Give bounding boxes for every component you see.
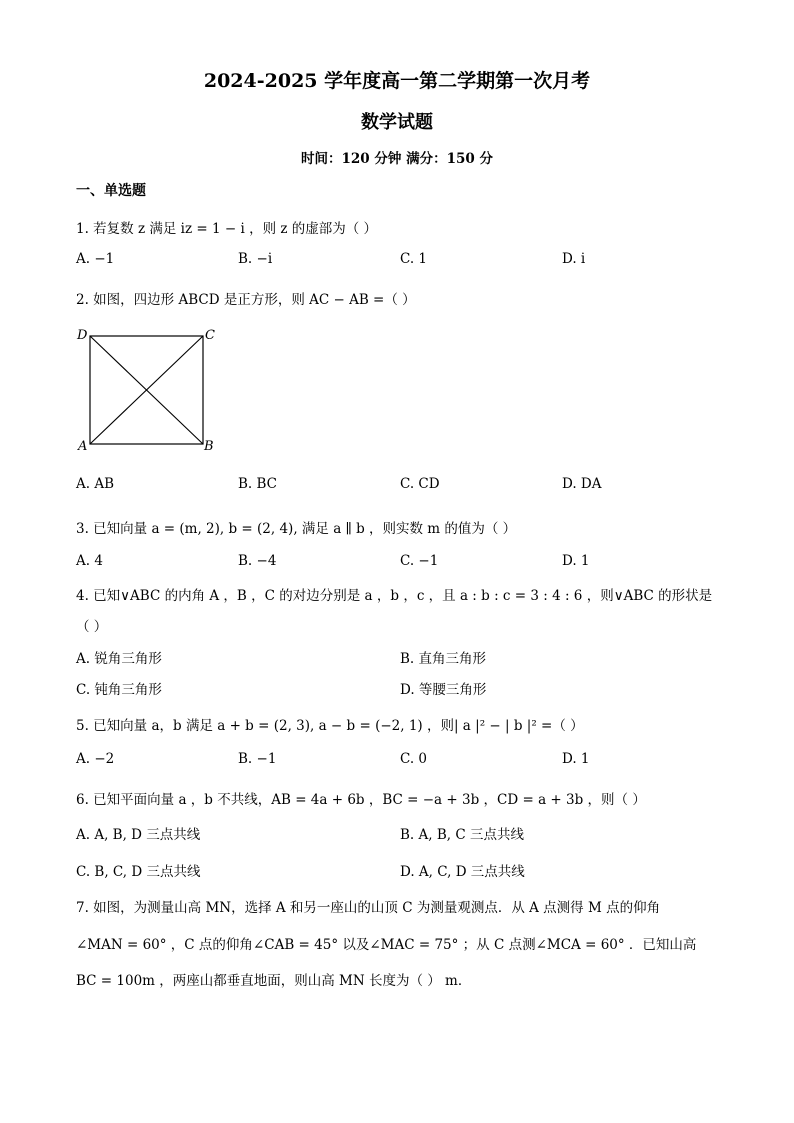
question-5-option-d: D. 1 (562, 751, 590, 767)
exam-subtitle: 数学试题 (361, 112, 433, 133)
question-5-option-c: C. 0 (400, 751, 428, 767)
question-3-option-d: D. 1 (562, 553, 590, 569)
question-6-option-d: D. A, C, D 三点共线 (400, 864, 525, 880)
vertex-label-a: A (78, 439, 88, 454)
section-heading: 一、单选题 (76, 183, 146, 199)
question-2-option-b: B. BC (238, 476, 278, 492)
question-4-option-a: A. 锐角三角形 (76, 651, 162, 667)
question-4-option-b: B. 直角三角形 (400, 651, 487, 667)
question-6-option-b: B. A, B, C 三点共线 (400, 827, 524, 843)
question-2-option-c: C. CD (400, 476, 440, 492)
question-1-option-c: C. 1 (400, 251, 428, 267)
vertex-label-b: B (204, 439, 214, 454)
square-figure (74, 322, 224, 457)
question-7-stem-line-3: BC = 100m ，两座山都垂直地面，则山高 MN 长度为（ ） m． (76, 973, 472, 989)
question-6-stem: 6. 已知平面向量 a ，b 不共线，AB = 4a + 6b ，BC = −a + 3b ，CD = a + 3b ，则（ ） (76, 792, 646, 808)
question-2-stem: 2. 如图，四边形 ABCD 是正方形，则 AC − AB =（ ） (76, 292, 416, 308)
question-3-option-c: C. −1 (400, 553, 439, 569)
question-3-option-a: A. 4 (76, 553, 103, 569)
question-7-stem-line-2: ∠MAN = 60° ，C 点的仰角∠CAB = 45° 以及∠MAC = 75° ；从 C 点测∠MCA = 60° ．已知山高 (76, 937, 697, 953)
question-4-stem-line-2: （ ） (76, 619, 108, 635)
question-1-stem: 1. 若复数 z 满足 iz = 1 − i ，则 z 的虚部为（ ） (76, 221, 378, 237)
question-4-option-c: C. 钝角三角形 (76, 682, 162, 698)
vertex-label-d: D (77, 328, 88, 343)
question-4-option-d: D. 等腰三角形 (400, 682, 487, 698)
question-2-option-a: A. AB (76, 476, 115, 492)
question-4-stem-line-1: 4. 已知∨ABC 的内角 A ，B ，C 的对边分别是 a ，b ，c ，且 a : b : c = 3 : 4 : 6 ，则∨ABC 的形状是 (76, 588, 713, 604)
question-6-option-c: C. B, C, D 三点共线 (76, 864, 201, 880)
question-5-option-b: B. −1 (238, 751, 277, 767)
question-6-option-a: A. A, B, D 三点共线 (76, 827, 201, 843)
question-3-option-b: B. −4 (238, 553, 277, 569)
exam-meta: 时间：120 分钟 满分：150 分 (301, 151, 493, 167)
question-3-stem: 3. 已知向量 a = (m, 2), b = (2, 4), 满足 a ∥ b ，则实数 m 的值为（ ） (76, 521, 517, 537)
vertex-label-c: C (205, 328, 215, 343)
question-1-option-d: D. i (562, 251, 586, 267)
question-7-stem-line-1: 7. 如图，为测量山高 MN，选择 A 和另一座山的山顶 C 为测量观测点．从 A 点测得 M 点的仰角 (76, 900, 661, 916)
question-1-option-a: A. −1 (76, 251, 115, 267)
question-5-stem: 5. 已知向量 a，b 满足 a + b = (2, 3), a − b = (−2, 1) ，则| a |² − | b |² =（ ） (76, 718, 584, 734)
question-2-option-d: D. DA (562, 476, 602, 492)
question-1-option-b: B. −i (238, 251, 273, 267)
question-5-option-a: A. −2 (76, 751, 115, 767)
exam-title: 2024-2025 学年度高一第二学期第一次月考 (203, 70, 591, 92)
